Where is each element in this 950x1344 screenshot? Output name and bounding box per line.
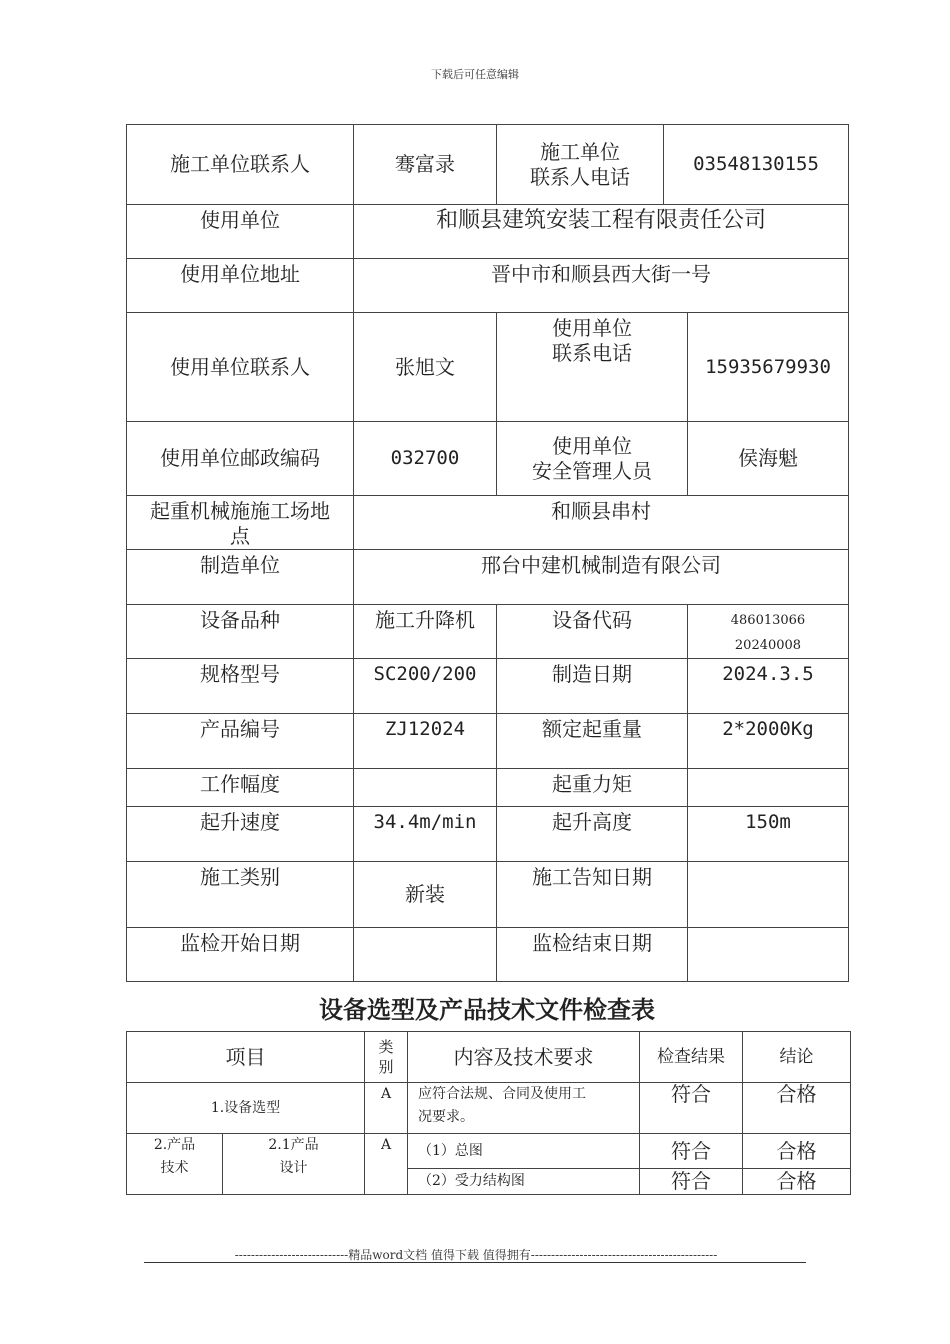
- site-label: [127, 496, 354, 550]
- row1-item: 1.设备选型: [127, 1083, 365, 1134]
- notice-date-value: [688, 862, 849, 928]
- row2-requirement: （1）总图: [408, 1134, 640, 1169]
- safety-manager-value: 侯海魁: [688, 422, 849, 496]
- user-contact-label: 使用单位联系人: [127, 313, 354, 422]
- row1-requirement-line2: 况要求。: [418, 1109, 474, 1125]
- header-result: 检查结果: [640, 1032, 743, 1083]
- construction-type-value: 新装: [354, 862, 497, 928]
- user-address-label: 使用单位地址: [127, 259, 354, 313]
- safety-manager-label: [497, 422, 688, 496]
- user-unit-label: 使用单位: [127, 205, 354, 259]
- row1-conclusion: 合格: [743, 1083, 851, 1134]
- header-note: 下载后可任意编辑: [431, 68, 519, 81]
- inspection-end-label: 监检结束日期: [497, 928, 688, 982]
- site-label-line2: 点: [230, 524, 250, 548]
- row2-item-main-line2: 技术: [160, 1160, 189, 1176]
- lifting-height-value: 150m: [688, 807, 849, 862]
- row2-category: A: [365, 1134, 408, 1195]
- product-no-value: ZJ12024: [354, 714, 497, 769]
- rated-load-value: 2*2000Kg: [688, 714, 849, 769]
- lifting-moment-value: [688, 769, 849, 807]
- site-label-line1: 起重机械施施工场地: [150, 499, 330, 523]
- header-category-line1: 类: [378, 1038, 394, 1056]
- equipment-code-label: 设备代码: [497, 605, 688, 659]
- contractor-contact-value: 骞富录: [354, 125, 497, 205]
- row2-item-sub-line1: 2.1产品: [268, 1137, 319, 1153]
- row1-requirement: [408, 1083, 640, 1134]
- check-table: [126, 1031, 851, 1195]
- working-range-value: [354, 769, 497, 807]
- manufacturer-label: 制造单位: [127, 550, 354, 605]
- row2-item-sub-line2: 设计: [279, 1160, 308, 1176]
- equipment-type-label: 设备品种: [127, 605, 354, 659]
- postcode-value: 032700: [354, 422, 497, 496]
- equipment-code-line2: 20240008: [734, 638, 802, 653]
- header-category: [365, 1032, 408, 1083]
- notice-date-label: 施工告知日期: [497, 862, 688, 928]
- product-no-label: 产品编号: [127, 714, 354, 769]
- inspection-start-value: [354, 928, 497, 982]
- contractor-phone-label-line2: 联系人电话: [530, 164, 630, 189]
- row2-item-sub: [223, 1134, 365, 1195]
- user-phone-label: [497, 313, 688, 422]
- header-category-line2: 别: [378, 1058, 394, 1076]
- check-section-title: 设备选型及产品技术文件检查表: [319, 996, 655, 1024]
- site-value: 和顺县串村: [354, 496, 849, 550]
- row3-result: 符合: [640, 1169, 743, 1195]
- manufacture-date-label: 制造日期: [497, 659, 688, 714]
- header-conclusion: 结论: [743, 1032, 851, 1083]
- manufacturer-value: 邢台中建机械制造有限公司: [354, 550, 849, 605]
- user-contact-value: 张旭文: [354, 313, 497, 422]
- working-range-label: 工作幅度: [127, 769, 354, 807]
- row1-requirement-line1: 应符合法规、合同及使用工: [418, 1086, 586, 1102]
- equipment-code-value: [688, 605, 849, 659]
- safety-manager-label-line2: 安全管理人员: [532, 458, 652, 483]
- check-row: [127, 1083, 851, 1134]
- row2-item-main-line1: 2.产品: [153, 1137, 196, 1153]
- construction-type-label: 施工类别: [127, 862, 354, 928]
- footer-text: ----------------------------精品word文档 值得下载 值得拥有----------------------------------------------: [234, 1248, 718, 1262]
- model-label: 规格型号: [127, 659, 354, 714]
- rated-load-label: 额定起重量: [497, 714, 688, 769]
- row2-conclusion: 合格: [743, 1134, 851, 1169]
- row3-conclusion: 合格: [743, 1169, 851, 1195]
- equipment-code-line1: 486013066: [730, 613, 806, 628]
- lifting-speed-label: 起升速度: [127, 807, 354, 862]
- footer-rule: [144, 1262, 806, 1263]
- contractor-phone-label: [497, 125, 664, 205]
- user-unit-value: 和顺县建筑安装工程有限责任公司: [354, 205, 849, 259]
- user-phone-label-line1: 使用单位: [552, 316, 632, 340]
- contractor-phone-label-line1: 施工单位: [540, 139, 620, 164]
- user-phone-label-line2: 联系电话: [552, 341, 632, 365]
- equipment-type-value: 施工升降机: [354, 605, 497, 659]
- manufacture-date-value: 2024.3.5: [688, 659, 849, 714]
- user-address-value: 晋中市和顺县西大街一号: [354, 259, 849, 313]
- row2-result: 符合: [640, 1134, 743, 1169]
- postcode-label: 使用单位邮政编码: [127, 422, 354, 496]
- lifting-height-label: 起升高度: [497, 807, 688, 862]
- contractor-contact-label: 施工单位联系人: [127, 125, 354, 205]
- row1-category: A: [365, 1083, 408, 1134]
- header-item: 项目: [127, 1032, 365, 1083]
- safety-manager-label-line1: 使用单位: [552, 433, 632, 458]
- inspection-start-label: 监检开始日期: [127, 928, 354, 982]
- check-row: [127, 1134, 851, 1169]
- user-phone-value: 15935679930: [688, 313, 849, 422]
- row1-result: 符合: [640, 1083, 743, 1134]
- row3-requirement: （2）受力结构图: [408, 1169, 640, 1195]
- lifting-moment-label: 起重力矩: [497, 769, 688, 807]
- model-value: SC200/200: [354, 659, 497, 714]
- lifting-speed-value: 34.4m/min: [354, 807, 497, 862]
- row2-item-main: [127, 1134, 223, 1195]
- inspection-end-value: [688, 928, 849, 982]
- unit-info-table: [126, 124, 849, 982]
- contractor-phone-value: 03548130155: [664, 125, 849, 205]
- header-requirements: 内容及技术要求: [408, 1032, 640, 1083]
